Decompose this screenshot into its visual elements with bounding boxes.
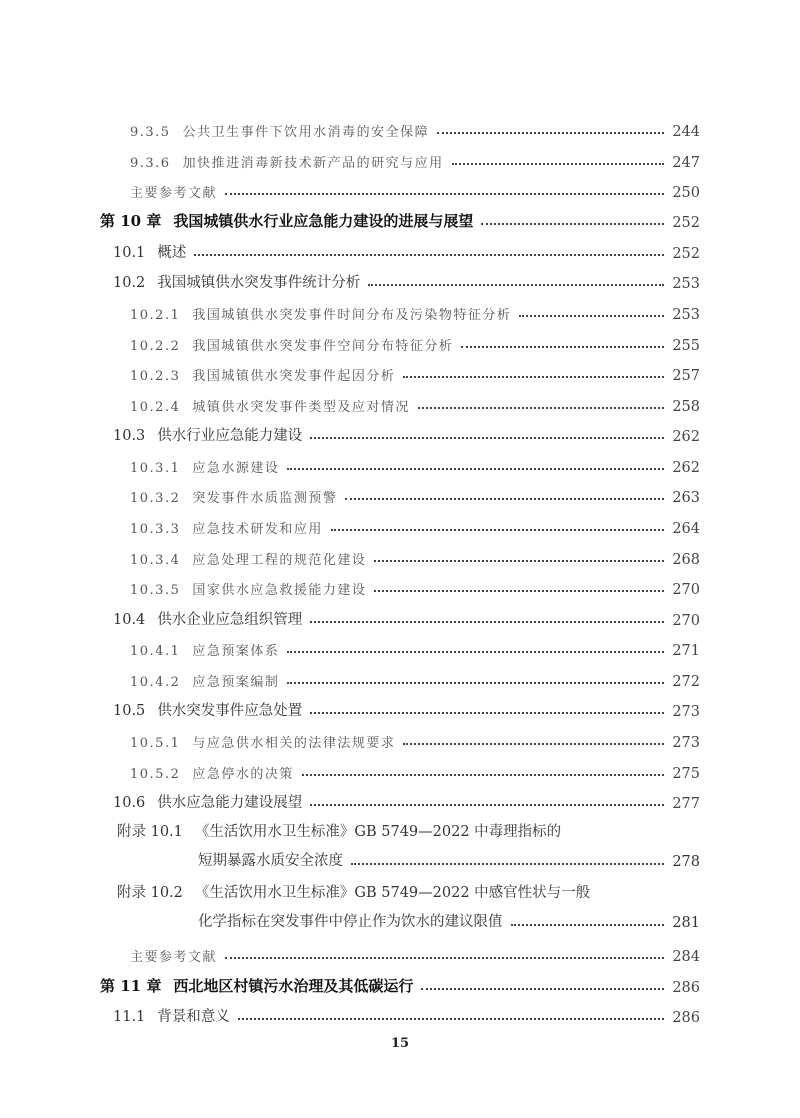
dot-leader [481, 223, 664, 225]
toc-entry-page: 244 [672, 124, 700, 140]
page-number: 15 [390, 1036, 410, 1051]
toc-entry[interactable] [0, 568, 800, 598]
dot-leader [452, 163, 665, 165]
dot-leader [421, 988, 664, 990]
toc-entry-page: 281 [672, 915, 700, 931]
toc-entry-page: 286 [672, 1010, 700, 1026]
dot-leader [519, 315, 664, 317]
toc-section-title: 10.3 供水行业应急能力建设 [113, 428, 303, 444]
toc-entry-page: 273 [672, 704, 700, 720]
dot-leader [511, 924, 665, 926]
toc-section[interactable] [0, 599, 800, 629]
dot-leader [287, 468, 664, 470]
appendix-title-line1: 附录 10.2 《生活饮用水卫生标准》GB 5749—2022 中感官性状与一般 [117, 885, 591, 901]
toc-chapter-title: 第 10 章 我国城镇供水行业应急能力建设的进展与展望 [100, 212, 474, 230]
dot-leader [374, 560, 664, 562]
toc-section[interactable] [0, 262, 800, 292]
toc-entry[interactable] [0, 507, 800, 537]
toc-section[interactable] [0, 415, 800, 445]
appendix-title-line1: 附录 10.1 《生活饮用水卫生标准》GB 5749—2022 中毒理指标的 [117, 824, 562, 840]
toc-entry-title: 主要参考文献 [130, 950, 218, 965]
toc-entry-title: 10.5.1 与应急供水相关的法律法规要求 [130, 736, 396, 751]
dot-leader [287, 651, 664, 653]
dot-leader [461, 346, 664, 348]
toc-entry-page: 258 [672, 399, 700, 415]
toc-section[interactable] [0, 782, 800, 812]
dot-leader [225, 957, 664, 959]
toc-entry[interactable] [0, 171, 800, 201]
toc-entry-title: 10.2.3 我国城镇供水突发事件起因分析 [130, 369, 396, 384]
toc-entry[interactable] [0, 324, 800, 354]
toc-chapter[interactable] [0, 966, 800, 996]
dot-leader [437, 132, 664, 134]
toc-entry[interactable] [0, 446, 800, 476]
toc-entry[interactable] [0, 293, 800, 323]
toc-entry-title: 10.4.1 应急预案体系 [130, 644, 280, 659]
toc-section[interactable] [0, 232, 800, 262]
dot-leader [403, 743, 664, 745]
dot-leader [287, 682, 664, 684]
toc-entry[interactable] [0, 660, 800, 690]
appendix-title-line2: 化学指标在突发事件中停止作为饮水的建议限值 281 [198, 914, 700, 931]
toc-entry-page: 284 [672, 949, 700, 965]
toc-entry-page: 250 [672, 185, 700, 201]
toc-entry-title: 10.2.2 我国城镇供水突发事件空间分布特征分析 [130, 339, 454, 354]
toc-entry-page: 270 [672, 582, 700, 598]
toc-section-title: 10.5 供水突发事件应急处置 [113, 703, 303, 719]
toc-entry-page: 286 [672, 980, 700, 996]
dot-leader [194, 254, 664, 256]
toc-entry-title: 10.4.2 应急预案编制 [130, 675, 280, 690]
dot-leader [331, 529, 664, 531]
toc-entry-title: 10.2.4 城镇供水突发事件类型及应对情况 [130, 400, 410, 415]
toc-entry-page: 253 [672, 307, 700, 323]
toc-entry-page: 262 [672, 460, 700, 476]
toc-entry-page: 255 [672, 338, 700, 354]
dot-leader [310, 712, 664, 714]
toc-entry-page: 264 [672, 521, 700, 537]
toc-entry-page: 252 [672, 215, 700, 231]
toc-entry-title: 主要参考文献 [130, 186, 218, 201]
dot-leader [374, 590, 664, 592]
toc-entry-title: 10.3.4 应急处理工程的规范化建设 [130, 553, 367, 568]
toc-chapter-title: 第 11 章 西北地区村镇污水治理及其低碳运行 [100, 977, 414, 995]
toc-entry-title: 9.3.6 加快推进消毒新技术新产品的研究与应用 [130, 156, 444, 171]
dot-leader [310, 621, 664, 623]
toc-entry-page: 262 [672, 429, 700, 445]
toc-entry-page: 275 [672, 766, 700, 782]
toc-entry-page: 272 [672, 674, 700, 690]
dot-leader [368, 284, 664, 286]
dot-leader [351, 863, 664, 865]
dot-leader [225, 193, 664, 195]
toc-entry-title: 10.3.1 应急水源建设 [130, 461, 280, 476]
toc-entry-page: 271 [672, 643, 700, 659]
toc-section-title: 10.1 概述 [113, 245, 187, 261]
dot-leader [310, 804, 664, 806]
toc-entry[interactable] [0, 385, 800, 415]
dot-leader [403, 376, 664, 378]
toc-entry-title: 10.2.1 我国城镇供水突发事件时间分布及污染物特征分析 [130, 308, 512, 323]
toc-entry[interactable] [0, 935, 800, 965]
toc-entry[interactable] [0, 354, 800, 384]
toc-section-title: 11.1 背景和意义 [113, 1009, 230, 1025]
toc-entry-page: 253 [672, 276, 700, 292]
toc-entry-page: 270 [672, 613, 700, 629]
toc-entry-title: 10.5.2 应急停水的决策 [130, 767, 294, 782]
toc-entry[interactable] [0, 141, 800, 171]
toc-section-title: 10.6 供水应急能力建设展望 [113, 795, 303, 811]
toc-entry-title: 9.3.5 公共卫生事件下饮用水消毒的安全保障 [130, 125, 430, 140]
toc-section[interactable] [0, 996, 800, 1026]
toc-section-title: 10.4 供水企业应急组织管理 [113, 612, 303, 628]
toc-entry-page: 257 [672, 368, 700, 384]
toc-entry-page: 277 [672, 796, 700, 812]
toc-chapter[interactable] [0, 201, 800, 231]
toc-entry[interactable] [0, 110, 800, 140]
dot-leader [238, 1018, 665, 1020]
toc-entry-page: 247 [672, 155, 700, 171]
appendix-title-line2: 短期暴露水质安全浓度 278 [198, 853, 700, 870]
toc-section-title: 10.2 我国城镇供水突发事件统计分析 [113, 275, 361, 291]
toc-entry-page: 278 [672, 854, 700, 870]
dot-leader [302, 774, 664, 776]
toc-section[interactable] [0, 690, 800, 720]
toc-entry[interactable] [0, 538, 800, 568]
toc-entry[interactable] [0, 629, 800, 659]
toc-entry[interactable] [0, 476, 800, 506]
dot-leader [310, 437, 664, 439]
toc-entry-page: 252 [672, 246, 700, 262]
dot-leader [418, 407, 664, 409]
toc-entry[interactable] [0, 721, 800, 751]
toc-entry[interactable] [0, 752, 800, 782]
toc-entry-page: 263 [672, 490, 700, 506]
toc-entry-title: 10.3.3 应急技术研发和应用 [130, 522, 323, 537]
toc-entry-page: 273 [672, 735, 700, 751]
toc-entry-page: 268 [672, 552, 700, 568]
dot-leader [345, 498, 664, 500]
toc-entry-title: 10.3.5 国家供水应急救援能力建设 [130, 583, 367, 598]
toc-entry-title: 10.3.2 突发事件水质监测预警 [130, 491, 338, 506]
